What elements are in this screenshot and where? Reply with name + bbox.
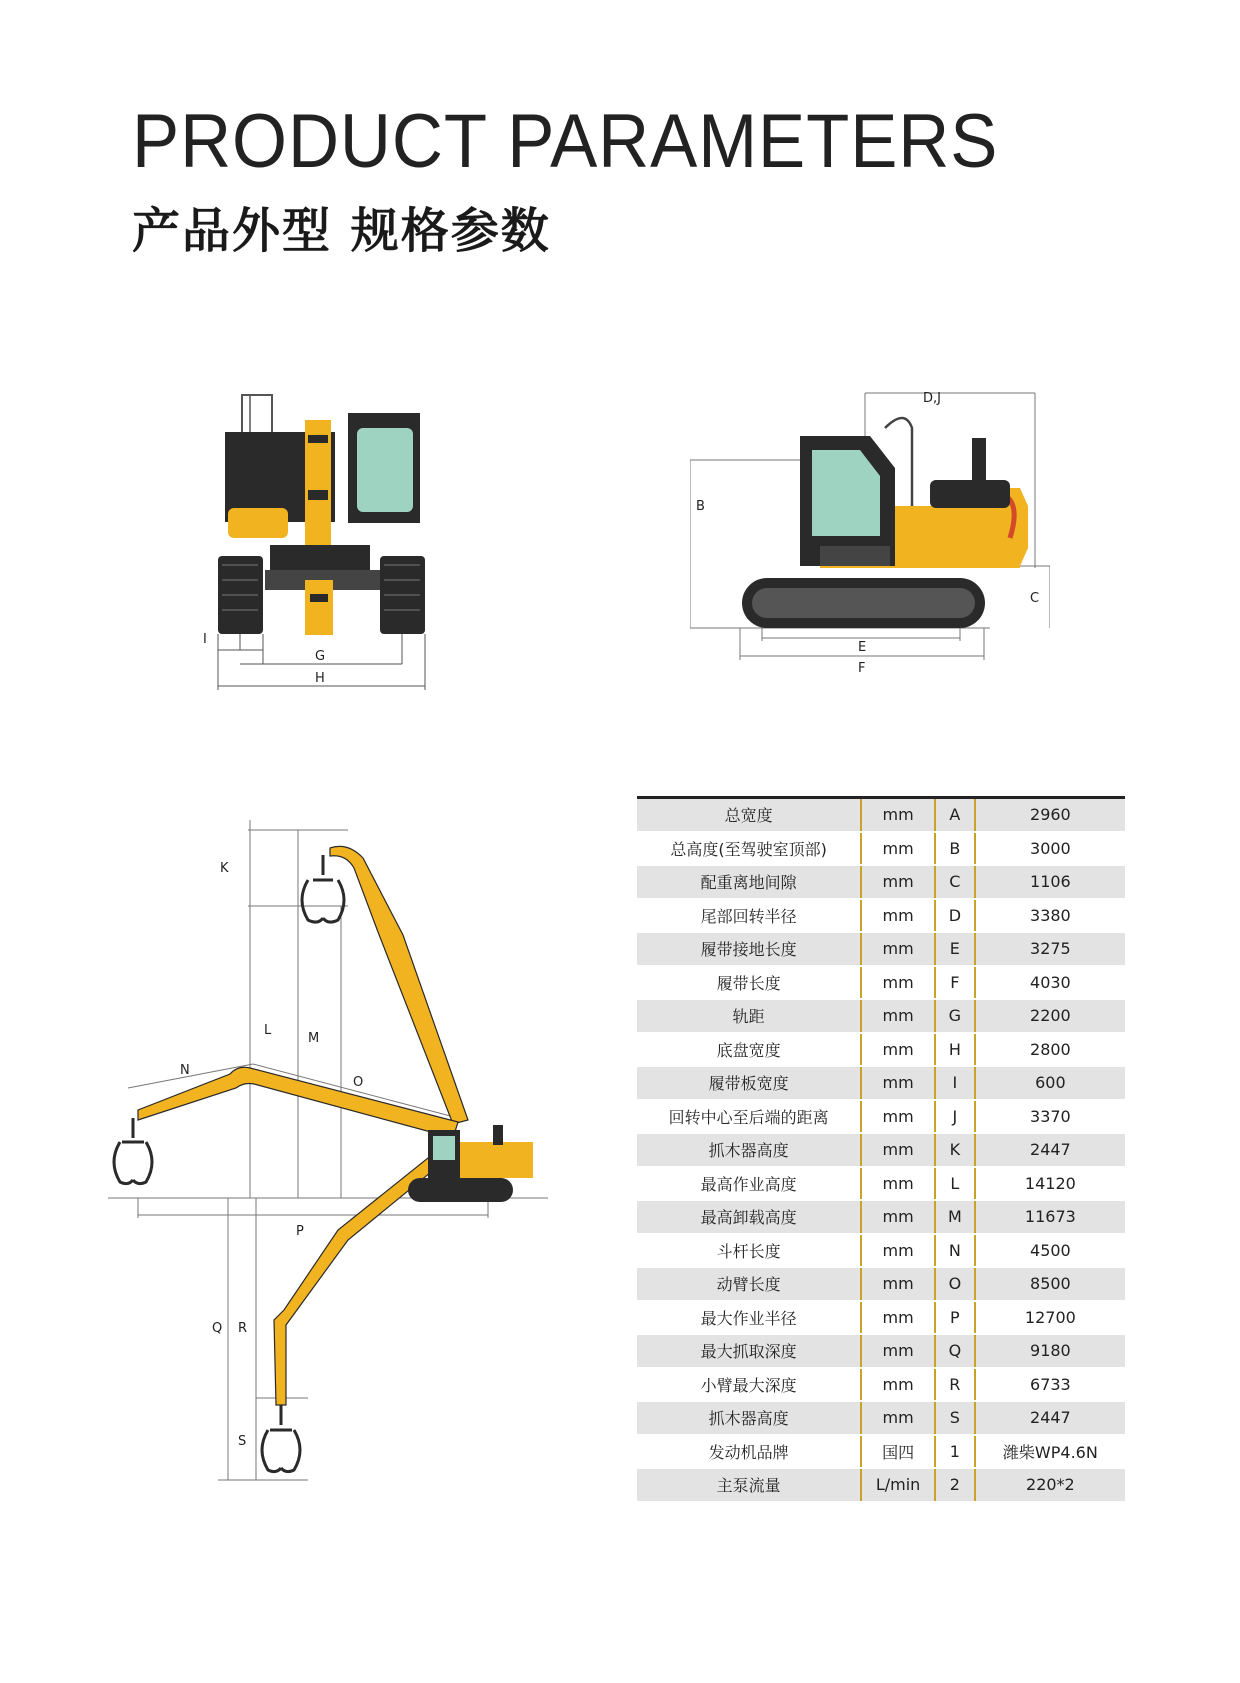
spec-value-cell: 11673: [975, 1200, 1125, 1234]
dim-label-g: G: [315, 649, 326, 664]
spec-name-cell: 总高度(至驾驶室顶部): [637, 832, 861, 866]
spec-name-cell: 小臂最大深度: [637, 1368, 861, 1402]
spec-value-cell: 2200: [975, 999, 1125, 1033]
dim-label-dj: D,J: [923, 391, 941, 406]
spec-unit-cell: mm: [861, 932, 935, 966]
spec-code-cell: Q: [935, 1334, 975, 1368]
table-row: [637, 1100, 1125, 1134]
spec-code-cell: N: [935, 1234, 975, 1268]
table-row: [637, 1133, 1125, 1167]
dim-label-m: M: [308, 1031, 320, 1046]
table-row: [637, 1334, 1125, 1368]
spec-code-cell: K: [935, 1133, 975, 1167]
dim-label-l: L: [264, 1023, 272, 1038]
spec-value-cell: 2800: [975, 1033, 1125, 1067]
table-row: [637, 1167, 1125, 1201]
dim-label-o: O: [353, 1075, 364, 1090]
spec-code-cell: H: [935, 1033, 975, 1067]
spec-name-cell: 轨距: [637, 999, 861, 1033]
table-row: [637, 1033, 1125, 1067]
table-row: [637, 1435, 1125, 1469]
spec-value-cell: 1106: [975, 865, 1125, 899]
spec-unit-cell: mm: [861, 798, 935, 832]
spec-name-cell: 尾部回转半径: [637, 899, 861, 933]
spec-name-cell: 履带长度: [637, 966, 861, 1000]
spec-value-cell: 2447: [975, 1133, 1125, 1167]
spec-unit-cell: mm: [861, 899, 935, 933]
dim-label-q: Q: [212, 1321, 223, 1336]
page-title-chinese: 产品外型 规格参数: [132, 203, 551, 259]
dim-label-i: I: [203, 632, 207, 647]
table-row: [637, 1301, 1125, 1335]
spec-code-cell: P: [935, 1301, 975, 1335]
dim-label-f: F: [858, 661, 866, 676]
table-row: [637, 1200, 1125, 1234]
dim-label-b: B: [696, 499, 705, 514]
spec-value-cell: 3275: [975, 932, 1125, 966]
dim-label-p: P: [296, 1224, 304, 1239]
spec-unit-cell: mm: [861, 1200, 935, 1234]
spec-value-cell: 3380: [975, 899, 1125, 933]
spec-unit-cell: mm: [861, 865, 935, 899]
spec-unit-cell: mm: [861, 1066, 935, 1100]
spec-code-cell: 2: [935, 1468, 975, 1502]
spec-name-cell: 回转中心至后端的距离: [637, 1100, 861, 1134]
spec-code-cell: O: [935, 1267, 975, 1301]
spec-code-cell: 1: [935, 1435, 975, 1469]
spec-value-cell: 4030: [975, 966, 1125, 1000]
spec-name-cell: 抓木器高度: [637, 1133, 861, 1167]
dim-label-s: S: [238, 1434, 247, 1449]
spec-name-cell: 履带接地长度: [637, 932, 861, 966]
spec-name-cell: 底盘宽度: [637, 1033, 861, 1067]
spec-value-cell: 2960: [975, 798, 1125, 832]
spec-unit-cell: L/min: [861, 1468, 935, 1502]
dim-label-c: C: [1030, 591, 1040, 606]
spec-code-cell: C: [935, 865, 975, 899]
spec-value-cell: 8500: [975, 1267, 1125, 1301]
spec-name-cell: 总宽度: [637, 798, 861, 832]
spec-name-cell: 抓木器高度: [637, 1401, 861, 1435]
spec-value-cell: 6733: [975, 1368, 1125, 1402]
table-row: [637, 1368, 1125, 1402]
dim-label-n: N: [180, 1063, 190, 1078]
table-row: [637, 899, 1125, 933]
spec-name-cell: 主泵流量: [637, 1468, 861, 1502]
spec-code-cell: F: [935, 966, 975, 1000]
dim-label-k: K: [220, 861, 229, 876]
spec-unit-cell: mm: [861, 1401, 935, 1435]
spec-value-cell: 4500: [975, 1234, 1125, 1268]
spec-code-cell: B: [935, 832, 975, 866]
spec-table: [637, 796, 1125, 1503]
spec-value-cell: 3000: [975, 832, 1125, 866]
spec-unit-cell: mm: [861, 1267, 935, 1301]
spec-value-cell: 12700: [975, 1301, 1125, 1335]
spec-unit-cell: mm: [861, 1167, 935, 1201]
table-row: [637, 932, 1125, 966]
spec-unit-cell: mm: [861, 1100, 935, 1134]
spec-code-cell: A: [935, 798, 975, 832]
spec-name-cell: 配重离地间隙: [637, 865, 861, 899]
table-row: [637, 1234, 1125, 1268]
table-row: [637, 798, 1125, 832]
spec-code-cell: R: [935, 1368, 975, 1402]
spec-value-cell: 3370: [975, 1100, 1125, 1134]
dim-label-e: E: [858, 640, 867, 655]
spec-value-cell: 600: [975, 1066, 1125, 1100]
table-row: [637, 966, 1125, 1000]
spec-name-cell: 履带板宽度: [637, 1066, 861, 1100]
spec-code-cell: E: [935, 932, 975, 966]
spec-code-cell: J: [935, 1100, 975, 1134]
spec-value-cell: 潍柴WP4.6N: [975, 1435, 1125, 1469]
page-title-english: PRODUCT PARAMETERS: [132, 99, 999, 184]
spec-code-cell: G: [935, 999, 975, 1033]
table-row: [637, 832, 1125, 866]
spec-code-cell: I: [935, 1066, 975, 1100]
spec-unit-cell: 国四: [861, 1435, 935, 1469]
spec-unit-cell: mm: [861, 999, 935, 1033]
table-row: [637, 1401, 1125, 1435]
spec-code-cell: S: [935, 1401, 975, 1435]
spec-value-cell: 9180: [975, 1334, 1125, 1368]
table-row: [637, 1468, 1125, 1502]
spec-value-cell: 14120: [975, 1167, 1125, 1201]
spec-unit-cell: mm: [861, 1033, 935, 1067]
spec-code-cell: M: [935, 1200, 975, 1234]
spec-name-cell: 动臂长度: [637, 1267, 861, 1301]
spec-name-cell: 最高卸载高度: [637, 1200, 861, 1234]
side-view-figure: [690, 388, 1050, 678]
spec-unit-cell: mm: [861, 1234, 935, 1268]
spec-unit-cell: mm: [861, 1334, 935, 1368]
spec-value-cell: 220*2: [975, 1468, 1125, 1502]
table-row: [637, 999, 1125, 1033]
dim-label-r: R: [238, 1321, 248, 1336]
front-view-figure: [200, 380, 440, 690]
spec-value-cell: 2447: [975, 1401, 1125, 1435]
spec-name-cell: 发动机品牌: [637, 1435, 861, 1469]
table-row: [637, 865, 1125, 899]
reach-diagram: [108, 820, 598, 1510]
spec-unit-cell: mm: [861, 1368, 935, 1402]
spec-unit-cell: mm: [861, 1133, 935, 1167]
spec-name-cell: 最高作业高度: [637, 1167, 861, 1201]
spec-name-cell: 斗杆长度: [637, 1234, 861, 1268]
spec-name-cell: 最大作业半径: [637, 1301, 861, 1335]
spec-name-cell: 最大抓取深度: [637, 1334, 861, 1368]
spec-unit-cell: mm: [861, 1301, 935, 1335]
spec-code-cell: D: [935, 899, 975, 933]
spec-code-cell: L: [935, 1167, 975, 1201]
spec-unit-cell: mm: [861, 832, 935, 866]
spec-unit-cell: mm: [861, 966, 935, 1000]
dim-label-h: H: [315, 671, 325, 686]
table-row: [637, 1066, 1125, 1100]
table-row: [637, 1267, 1125, 1301]
